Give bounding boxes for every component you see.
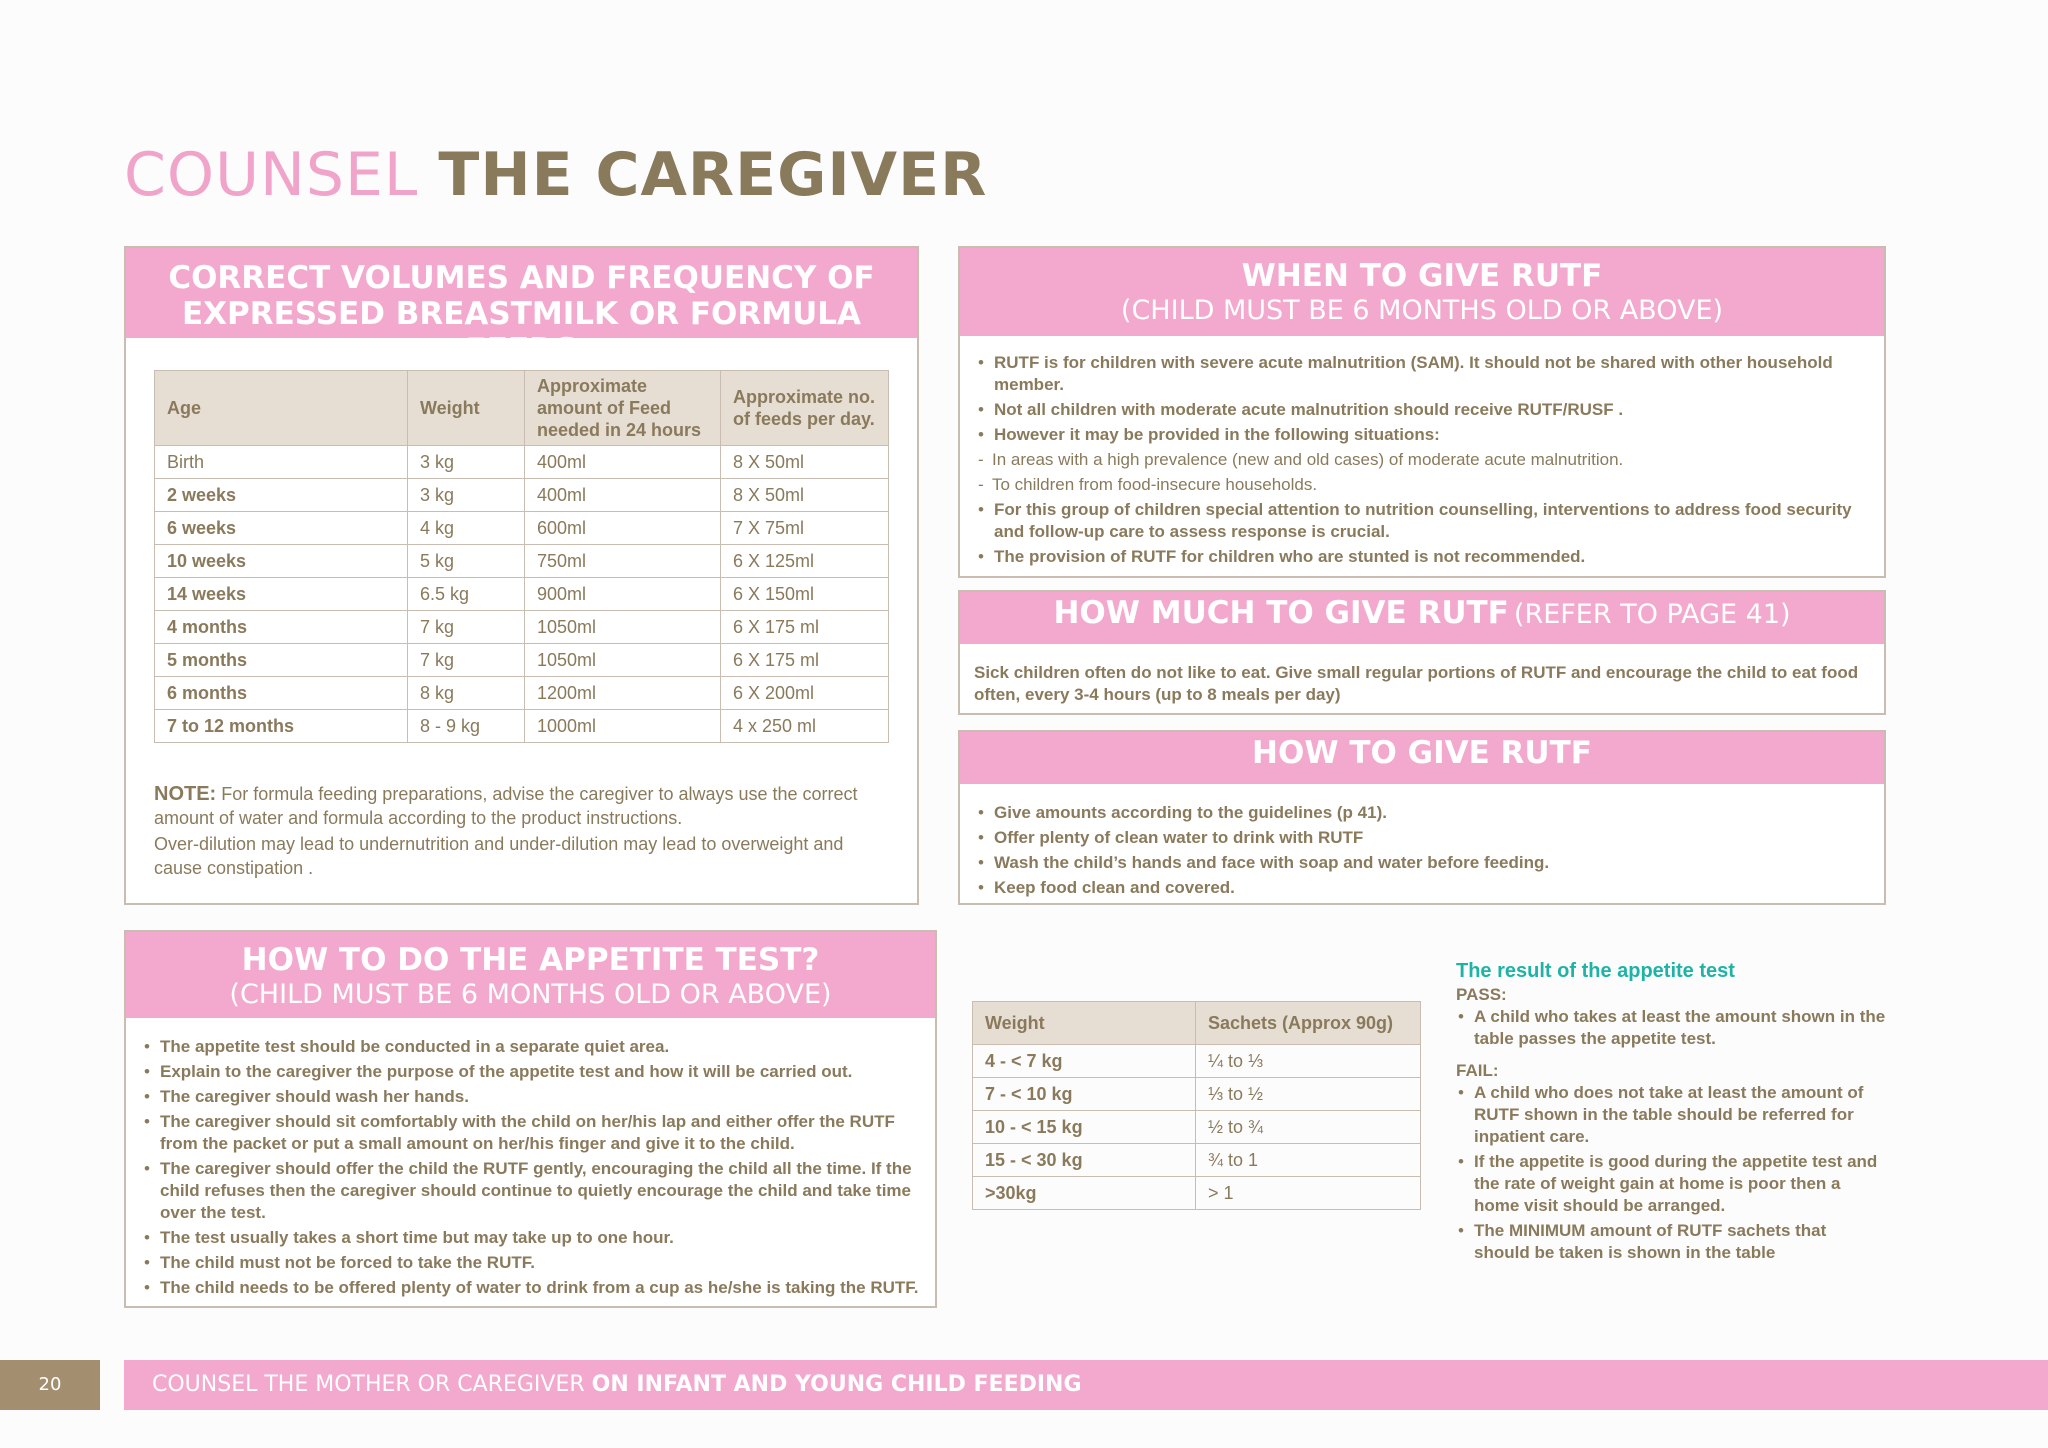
table-cell: ¼ to ⅓: [1196, 1045, 1421, 1078]
table-cell: >30kg: [973, 1177, 1196, 1210]
result-panel: [1456, 958, 1886, 1267]
table-cell: 8 X 50ml: [721, 446, 889, 479]
table-row: [155, 710, 889, 743]
table-cell: 7 - < 10 kg: [973, 1078, 1196, 1111]
when-rutf-header-bold: WHEN TO GIVE RUTF: [1241, 258, 1603, 294]
table-cell: 5 kg: [408, 545, 525, 578]
table-row: [155, 545, 889, 578]
list-item: • The provision of RUTF for children who are stunted is not recommended.: [976, 546, 1866, 568]
table-cell: 10 weeks: [155, 545, 408, 578]
col-weight: Weight: [408, 371, 525, 446]
table-cell: 14 weeks: [155, 578, 408, 611]
table-cell: 400ml: [525, 446, 721, 479]
fail-label: FAIL:: [1456, 1061, 1499, 1080]
when-rutf-header: [960, 248, 1884, 336]
fail-list: [1456, 1082, 1886, 1264]
table-row: [155, 512, 889, 545]
table-cell: ½ to ¾: [1196, 1111, 1421, 1144]
table-cell: 1000ml: [525, 710, 721, 743]
how-to-header-text: HOW TO GIVE RUTF: [1252, 735, 1592, 771]
table-row: [973, 1144, 1421, 1177]
table-cell: 1050ml: [525, 644, 721, 677]
feeds-panel-header: [126, 248, 917, 368]
col-sachets: Sachets (Approx 90g): [1196, 1002, 1421, 1045]
feeds-table: [154, 370, 889, 743]
sachets-table-header: [973, 1002, 1421, 1045]
table-cell: 900ml: [525, 578, 721, 611]
table-cell: 3 kg: [408, 446, 525, 479]
table-row: [973, 1177, 1421, 1210]
feeds-note: [154, 782, 894, 880]
feeds-header-line2: EXPRESSED BREASTMILK OR FORMULA FEEDS: [181, 296, 862, 368]
table-cell: 15 - < 30 kg: [973, 1144, 1196, 1177]
col-amount: Approximate amount of Feed needed in 24 hours: [525, 371, 721, 446]
table-cell: 6 X 125ml: [721, 545, 889, 578]
appetite-header-light: (CHILD MUST BE 6 MONTHS OLD OR ABOVE): [229, 979, 832, 1010]
how-to-header: [960, 732, 1884, 784]
table-cell: 8 kg: [408, 677, 525, 710]
list-item: • The caregiver should wash her hands.: [142, 1086, 922, 1108]
table-cell: 4 x 250 ml: [721, 710, 889, 743]
list-item: • Wash the child’s hands and face with soap and water before feeding.: [976, 852, 1866, 874]
how-much-header-bold: HOW MUCH TO GIVE RUTF: [1053, 595, 1509, 631]
pass-label: PASS:: [1456, 985, 1507, 1004]
list-item: • The child needs to be offered plenty of water to drink from a cup as he/she is taking the RUTF.: [142, 1277, 922, 1299]
list-item: • Keep food clean and covered.: [976, 877, 1866, 899]
list-item: • Not all children with moderate acute malnutrition should receive RUTF/RUSF .: [976, 399, 1866, 421]
table-cell: 4 kg: [408, 512, 525, 545]
appetite-panel: [124, 930, 937, 1308]
table-row: [973, 1078, 1421, 1111]
when-rutf-list: [976, 352, 1866, 571]
title-light: COUNSEL: [124, 140, 419, 210]
list-item: • The caregiver should offer the child the RUTF gently, encouraging the child all the time. If the child refuses then the caregiver should continue to quietly encourage the child and take time over the test.: [142, 1158, 922, 1224]
how-much-header-light: (REFER TO PAGE 41): [1513, 599, 1791, 630]
list-item: • The child must not be forced to take the RUTF.: [142, 1252, 922, 1274]
note-label: NOTE:: [154, 783, 217, 805]
col-feeds: Approximate no. of feeds per day.: [721, 371, 889, 446]
feeds-panel: [124, 246, 919, 905]
list-item: • A child who does not take at least the amount of RUTF shown in the table should be referred for inpatient care.: [1456, 1082, 1886, 1148]
when-rutf-panel: [958, 246, 1886, 578]
feeds-table-header: [155, 371, 889, 446]
table-cell: 8 - 9 kg: [408, 710, 525, 743]
table-cell: 7 kg: [408, 611, 525, 644]
note-text1: For formula feeding preparations, advise the caregiver to always use the correct amount of water and formula according to the product instructions.: [154, 784, 858, 828]
title-bold: THE CAREGIVER: [438, 140, 988, 210]
when-rutf-header-light: (CHILD MUST BE 6 MONTHS OLD OR ABOVE): [1120, 295, 1724, 326]
list-item: • Give amounts according to the guidelines (p 41).: [976, 802, 1866, 824]
table-cell: 1050ml: [525, 611, 721, 644]
table-cell: 6.5 kg: [408, 578, 525, 611]
list-item: • The appetite test should be conducted in a separate quiet area.: [142, 1036, 922, 1058]
table-cell: 1200ml: [525, 677, 721, 710]
table-cell: 6 months: [155, 677, 408, 710]
appetite-list: [142, 1036, 922, 1302]
list-item: • The caregiver should sit comfortably with the child on her/his lap and either offer the RUTF from the packet or put a small amount on her/his finger and give it to the child.: [142, 1111, 922, 1155]
footer-bold: ON INFANT AND YOUNG CHILD FEEDING: [591, 1372, 1082, 1397]
list-item: • However it may be provided in the following situations:: [976, 424, 1866, 446]
list-item: • Offer plenty of clean water to drink with RUTF: [976, 827, 1866, 849]
how-to-list: [976, 802, 1866, 902]
pass-list: [1456, 1006, 1886, 1050]
table-cell: 7 X 75ml: [721, 512, 889, 545]
appetite-panel-header: [126, 932, 935, 1018]
table-cell: 4 months: [155, 611, 408, 644]
table-cell: 5 months: [155, 644, 408, 677]
table-row: [973, 1111, 1421, 1144]
how-much-header: [960, 592, 1884, 644]
table-cell: 6 X 150ml: [721, 578, 889, 611]
table-cell: ¾ to 1: [1196, 1144, 1421, 1177]
table-cell: 3 kg: [408, 479, 525, 512]
table-cell: ⅓ to ½: [1196, 1078, 1421, 1111]
table-cell: 6 X 175 ml: [721, 644, 889, 677]
table-cell: 7 kg: [408, 644, 525, 677]
table-row: [155, 644, 889, 677]
how-to-panel: [958, 730, 1886, 905]
feeds-header-line1: CORRECT VOLUMES AND FREQUENCY OF: [168, 260, 875, 296]
table-cell: 6 X 200ml: [721, 677, 889, 710]
table-cell: Birth: [155, 446, 408, 479]
table-cell: 6 X 175 ml: [721, 611, 889, 644]
table-row: [155, 578, 889, 611]
page-title: [124, 140, 987, 210]
table-cell: 7 to 12 months: [155, 710, 408, 743]
result-title: The result of the appetite test: [1456, 960, 1735, 982]
list-item: • Explain to the caregiver the purpose of the appetite test and how it will be carried out.: [142, 1061, 922, 1083]
how-much-panel: [958, 590, 1886, 715]
table-row: [155, 446, 889, 479]
list-item: • The MINIMUM amount of RUTF sachets that should be taken is shown in the table: [1456, 1220, 1886, 1264]
table-cell: 2 weeks: [155, 479, 408, 512]
footer-light: COUNSEL THE MOTHER OR CAREGIVER: [152, 1372, 585, 1397]
table-cell: 750ml: [525, 545, 721, 578]
table-cell: 600ml: [525, 512, 721, 545]
table-row: [155, 479, 889, 512]
list-item: • If the appetite is good during the appetite test and the rate of weight gain at home is poor then a home visit should be arranged.: [1456, 1151, 1886, 1217]
sachets-table: [972, 1001, 1421, 1210]
appetite-header-bold: HOW TO DO THE APPETITE TEST?: [241, 942, 820, 978]
table-cell: 4 - < 7 kg: [973, 1045, 1196, 1078]
page-number: 20: [0, 1360, 100, 1410]
list-item: • For this group of children special attention to nutrition counselling, interventions to address food security and follow-up care to assess response is crucial.: [976, 499, 1866, 543]
list-item: • The test usually takes a short time but may take up to one hour.: [142, 1227, 922, 1249]
table-row: [973, 1045, 1421, 1078]
table-cell: 8 X 50ml: [721, 479, 889, 512]
how-much-text: Sick children often do not like to eat. Give small regular portions of RUTF and encourage the child to eat food often, every 3-4 hours (up to 8 meals per day): [974, 663, 1859, 704]
table-cell: 400ml: [525, 479, 721, 512]
list-item: - To children from food-insecure households.: [976, 474, 1866, 496]
table-cell: > 1: [1196, 1177, 1421, 1210]
list-item: • A child who takes at least the amount shown in the table passes the appetite test.: [1456, 1006, 1886, 1050]
col-age: Age: [155, 371, 408, 446]
table-row: [155, 611, 889, 644]
note-text2: Over-dilution may lead to undernutrition and under-dilution may lead to overweight and cause constipation .: [154, 834, 844, 878]
table-cell: 10 - < 15 kg: [973, 1111, 1196, 1144]
list-item: - In areas with a high prevalence (new and old cases) of moderate acute malnutrition.: [976, 449, 1866, 471]
footer-bar: [124, 1360, 2048, 1410]
list-item: • RUTF is for children with severe acute malnutrition (SAM). It should not be shared with other household member.: [976, 352, 1866, 396]
table-row: [155, 677, 889, 710]
col-sachet-weight: Weight: [973, 1002, 1196, 1045]
table-cell: 6 weeks: [155, 512, 408, 545]
